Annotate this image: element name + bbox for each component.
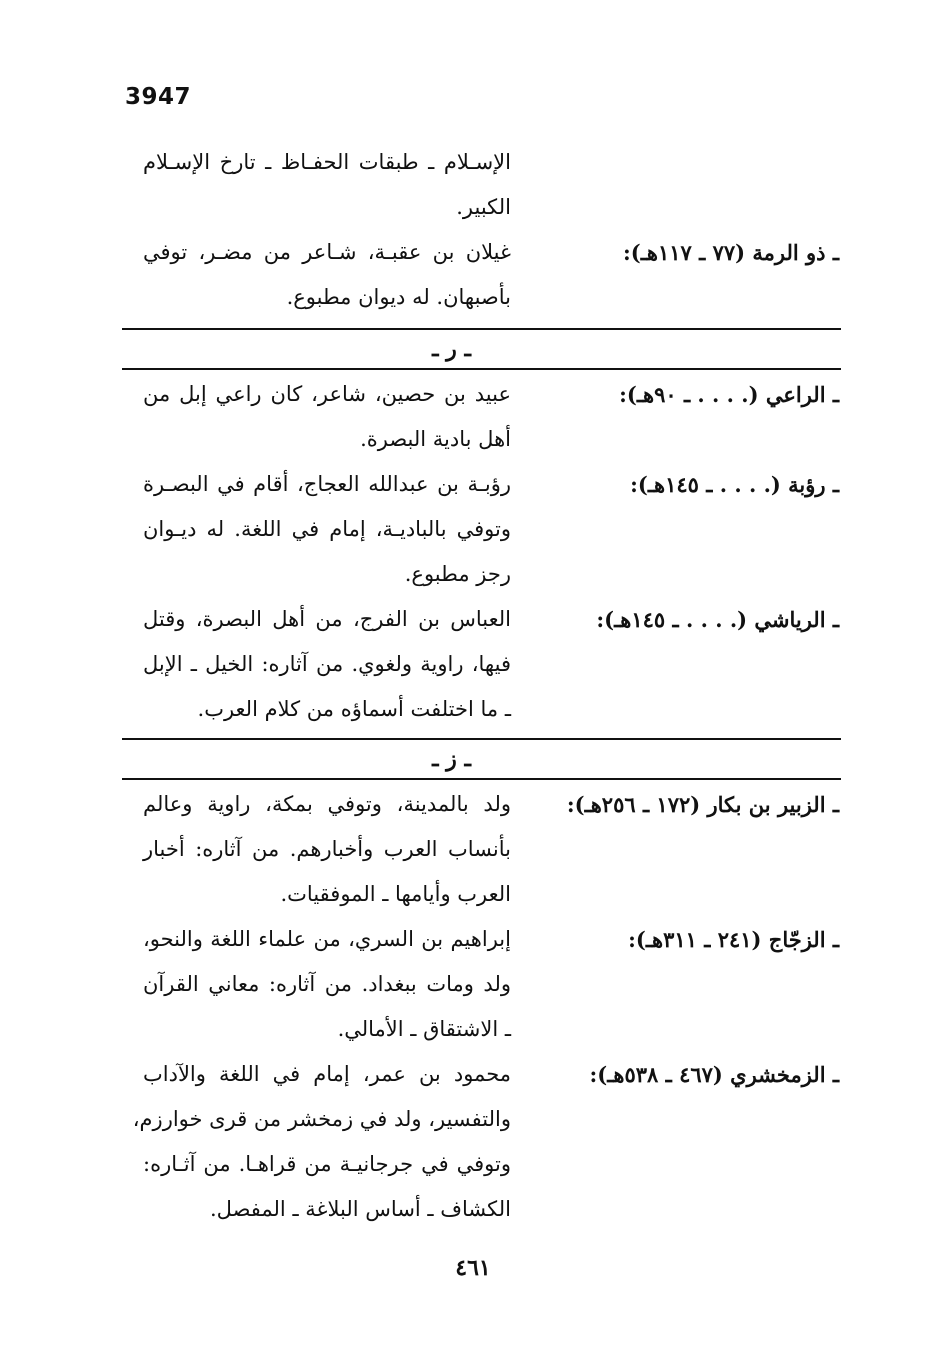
section [122, 372, 841, 732]
description-line: أهل بادية البصرة. [360, 427, 511, 451]
description-line: وتوفي في جرجانيـة من قراهـا. من آثـاره: [143, 1152, 511, 1176]
entry [122, 372, 841, 462]
description-line: إبراهيم بن السري، من علماء اللغة والنحو، [143, 927, 511, 951]
entry [122, 462, 841, 597]
entry-description [143, 597, 511, 732]
letter-label: ـ ز ـ [432, 746, 471, 772]
entry-description [143, 782, 511, 917]
entry [122, 1052, 841, 1232]
description-line: رجز مطبوع. [404, 562, 511, 586]
entry-name: ـ الزجّاج (٢٤١ ـ ٣١١هـ): [628, 927, 839, 952]
letter-header [122, 740, 841, 778]
entry-description [143, 372, 511, 462]
description-line: بأصبهان. له ديوان مطبوع. [286, 285, 511, 309]
entry [122, 597, 841, 732]
entry [122, 917, 841, 1052]
description-line: والتفسير، ولد في زمخشر من قرى خوارزم، [132, 1107, 511, 1131]
entry-description [143, 462, 511, 597]
section [122, 140, 841, 320]
letter-header [122, 330, 841, 368]
entry-description [143, 917, 511, 1052]
description-line: العباس بن الفرج، من أهل البصرة، وقتل [143, 607, 511, 631]
description-line: الكبير. [456, 195, 511, 219]
section-divider [122, 778, 841, 780]
entry-name: ـ ذو الرمة (٧٧ ـ ١١٧هـ): [623, 240, 839, 265]
description-line: العرب وأيامها ـ الموفقيات. [280, 882, 511, 906]
entry-name: ـ الرياشي (. . . . ـ ١٤٥هـ): [596, 607, 839, 632]
page-id: 3947 [125, 84, 192, 110]
entry [122, 782, 841, 917]
entry-description [143, 230, 511, 320]
entry-description [132, 1052, 511, 1232]
description-line: عبيد بن حصين، شاعر، كان راعي إبل من [143, 382, 511, 406]
entry-name: ـ رؤبة (. . . . ـ ١٤٥هـ): [630, 472, 839, 497]
description-line: محمود بن عمر، إمام في اللغة والآداب [143, 1062, 511, 1086]
entry-name: ـ الزبير بن بكار (١٧٢ ـ ٢٥٦هـ): [566, 792, 839, 817]
description-line: غيلان بن عقبـة، شـاعر من مضـر، توفي [143, 240, 511, 264]
description-line: وتوفي بالباديـة، إمام في اللغة. له ديـوان [143, 517, 511, 541]
letter-label: ـ ر ـ [432, 336, 471, 362]
description-line: بأنساب العرب وأخبارهم. من آثاره: أخبار [143, 837, 511, 861]
description-line: الإسـلام ـ طبقات الحفـاظ ـ تارخ الإسـلام [143, 150, 511, 174]
description-line: فيها، راوية ولغوي. من آثاره: الخيل ـ الإبل [143, 652, 511, 676]
section [122, 782, 841, 1232]
description-line: ـ الاشتقاق ـ الأمالي. [337, 1017, 511, 1041]
description-line: ولد ومات ببغداد. من آثاره: معاني القرآن [143, 972, 511, 996]
biography-list [122, 140, 841, 1232]
entry [122, 230, 841, 320]
entry-name: ـ الراعي (. . . . ـ ٩٠هـ): [619, 382, 839, 407]
entry [122, 140, 841, 230]
description-line: رؤبـة بن عبدالله العجاج، أقام في البصـرة [143, 472, 511, 496]
entry-name: ـ الزمخشري (٤٦٧ ـ ٥٣٨هـ): [589, 1062, 839, 1087]
description-line: الكشاف ـ أساس البلاغة ـ المفصل. [209, 1197, 511, 1221]
entry-description [143, 140, 511, 230]
description-line: ـ ما اختلفت أسماؤه من كلام العرب. [197, 697, 511, 721]
description-line: ولد بالمدينة، وتوفي بمكة، راوية وعالم [143, 792, 511, 816]
section-divider [122, 368, 841, 370]
page-number: ٤٦١ [455, 1255, 491, 1281]
